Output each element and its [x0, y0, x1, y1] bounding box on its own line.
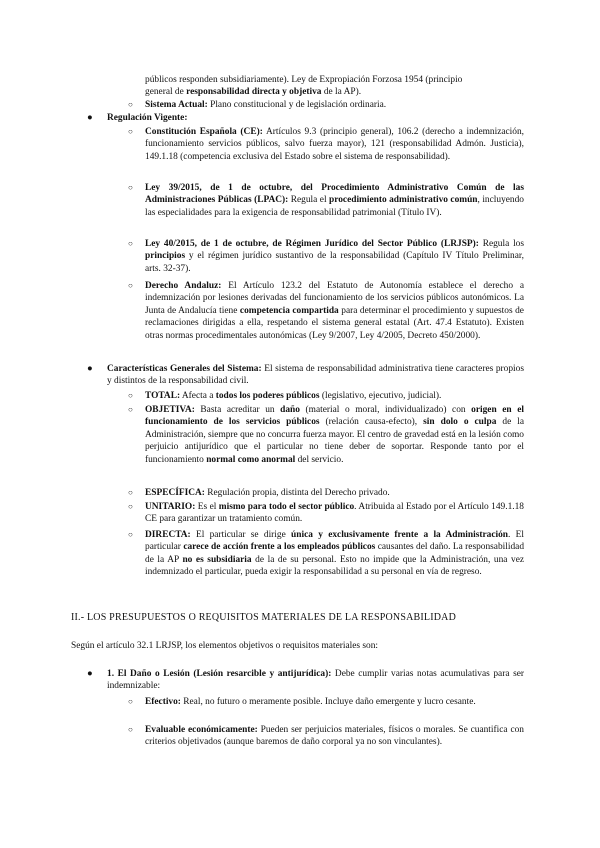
item-text: de la de su personal. Esto no impide que la Administración, una vez indemnizado el particular, pueda exigir la responsabilidad a su personal en vía de regreso.: [145, 554, 525, 578]
item-text: . Atribuida al Estado por el Artículo 149.1.18 CE para garantizar un tratamiento común.: [145, 502, 524, 525]
bold-text: UNITARIO:: [145, 502, 196, 512]
item-text: para determinar el procedimiento y supuestos de reclamaciones dirigidas a ella, respetando el sistema general estatal (Art. 47.4 Estatuto). Existen otras normas procedimentales autonómicas (Ley 9/2007, Ley 4/2005, Decreto 450/2000).: [145, 305, 524, 341]
item-text: El Artículo 123.2 del Estatuto de Autonomía establece el derecho a indemnización por lesiones derivadas del funcionamiento de los servicios públicos autonómicos. La Junta de Andalucía tiene: [145, 281, 524, 316]
item-text: Es el: [195, 502, 219, 512]
circle-bullet-icon: ○: [128, 725, 133, 734]
list-item-caracteristicas: [0, 363, 600, 388]
section-intro: [0, 640, 600, 652]
item-text: El particular se dirige: [190, 530, 292, 540]
item-text: Debe cumplir varias notas acumulativas para ser indemnizable:: [107, 669, 524, 692]
bold-text: responsabilidad directa y objetiva: [186, 87, 322, 98]
list-item-dano: [0, 668, 600, 693]
item-text: Afecta a: [180, 391, 216, 401]
bullet-icon: ●: [87, 669, 93, 679]
bold-text: sin dolo o culpa: [423, 417, 497, 428]
circle-bullet-icon: ○: [128, 530, 133, 539]
bold-text: Sistema Actual:: [145, 100, 208, 110]
bullet-icon: ●: [87, 113, 93, 123]
bold-text: única y exclusivamente frente a la Administración: [291, 530, 509, 540]
bold-text: daño: [280, 405, 300, 415]
list-item-sistema-actual: [0, 99, 600, 111]
item-text: Basta acreditar un: [194, 405, 281, 415]
item-text: causantes del daño. La responsabilidad de la AP: [145, 542, 525, 565]
list-item-lrjsp: [0, 238, 600, 275]
continuation-text: general de: [145, 87, 187, 98]
bold-text: origen en el funcionamiento de los servicios públicos: [145, 405, 524, 428]
continuation-text: públicos responden subsidiariamente). Ley de Expropiación Forzosa 1954 (principio: [145, 75, 463, 85]
bold-text: DIRECTA:: [145, 530, 191, 540]
list-item-ce: [0, 126, 600, 163]
item-text: de la Administración, siempre que no concurra fuerza mayor. El centro de gravedad está en la lesión como perjuicio antijurídico que el particular no tiene deber de soportar. Responde tanto por el funcionamiento: [145, 417, 525, 465]
item-text: Real, no futuro o meramente posible. Incluye daño emergente y lucro cesante.: [180, 697, 476, 707]
list-item-especifica: [0, 487, 600, 499]
circle-bullet-icon: ○: [128, 127, 133, 136]
list-item-evaluable: [0, 724, 600, 749]
item-text: (legislativo, ejecutivo, judicial).: [319, 391, 442, 401]
section-heading: [0, 612, 600, 624]
bold-text: Constitución Española (CE):: [145, 127, 263, 137]
continuation-text: de la AP).: [321, 87, 362, 98]
bold-text: Derecho Andaluz:: [145, 281, 222, 291]
bold-text: Evaluable económicamente:: [145, 725, 258, 735]
bold-text: OBJETIVA:: [145, 405, 195, 415]
circle-bullet-icon: ○: [128, 697, 133, 706]
list-item-derecho-andaluz: [0, 280, 600, 342]
bold-text: no es subsidiaria: [182, 554, 252, 565]
item-text: (relación causa-efecto),: [319, 417, 424, 428]
bold-text: carece de acción frente a los empleados públicos: [183, 542, 376, 553]
bold-text: mismo para todo el sector público: [218, 502, 355, 512]
circle-bullet-icon: ○: [128, 281, 133, 290]
bold-text: Ley 39/2015, de 1 de octubre, del Procedimiento Administrativo Común de las Administraciones Públicas (LPAC):: [145, 183, 524, 206]
bold-text: Efectivo:: [145, 697, 181, 707]
item-text: , incluyendo las especialidades para la exigencia de responsabilidad patrimonial (Título IV).: [145, 195, 524, 218]
bold-text: principios: [145, 251, 186, 262]
circle-bullet-icon: ○: [128, 502, 133, 511]
circle-bullet-icon: ○: [128, 183, 133, 192]
bold-text: todos los poderes públicos: [215, 391, 320, 401]
circle-bullet-icon: ○: [128, 100, 133, 109]
bold-text: Ley 40/2015, de 1 de octubre, de Régimen Jurídico del Sector Público (LRJSP):: [145, 239, 479, 249]
item-text: Pueden ser perjuicios materiales, físicos o morales. Se cuantifica con criterios objetivados (aunque baremos de daño corporal ya no son vinculantes).: [145, 725, 524, 748]
item-text: Plano constitucional y de legislación ordinaria.: [207, 100, 387, 110]
bullet-icon: ●: [87, 364, 93, 374]
bold-text: 1. El Daño o Lesión (Lesión resarcible y antijurídica):: [107, 669, 332, 679]
bold-text: TOTAL:: [145, 391, 181, 401]
list-item-efectivo: [0, 696, 600, 708]
circle-bullet-icon: ○: [128, 405, 133, 414]
heading-text: II.- LOS PRESUPUESTOS O REQUISITOS MATERIALES DE LA RESPONSABILIDAD: [71, 612, 457, 623]
bold-text: ESPECÍFICA:: [145, 488, 205, 498]
item-text: Regula los: [478, 239, 525, 249]
circle-bullet-icon: ○: [128, 239, 133, 248]
item-text: . El particular: [145, 530, 524, 553]
item-text: Artículos 9.3 (principio general), 106.2 (derecho a indemnización, funcionamiento servicios públicos, salvo fuerza mayor), 121 (responsabilidad Admón. Justicia), 149.1.18 (competencia exclusiva del Estado sobre el sistema de responsabilidad).: [145, 127, 524, 162]
bold-text: procedimiento administrativo común: [329, 195, 478, 206]
circle-bullet-icon: ○: [128, 391, 133, 400]
list-item-objetiva: [0, 404, 600, 466]
bold-text: normal como anormal: [206, 454, 296, 465]
item-text: y el régimen jurídico sustantivo de la responsabilidad (Capítulo IV Título Preliminar, arts. 32-37).: [145, 251, 524, 274]
top-continuation: [0, 74, 600, 99]
list-item-total: [0, 390, 600, 402]
intro-text: Según el artículo 32.1 LRJSP, los elementos objetivos o requisitos materiales son:: [71, 641, 378, 651]
list-item-directa: [0, 529, 600, 579]
item-text: del servicio.: [295, 454, 344, 465]
section-label: Características Generales del Sistema:: [107, 364, 262, 374]
bold-text: competencia compartida: [239, 305, 339, 316]
item-text: El sistema de responsabilidad administrativa tiene caracteres propios y distintos de la responsabilidad civil.: [107, 364, 524, 387]
item-text: Regula el: [288, 195, 330, 206]
section-label: Regulación Vigente:: [107, 113, 188, 123]
list-item-lpac: [0, 182, 600, 219]
list-item-regulacion: [0, 112, 600, 124]
item-text: (material o moral, individualizado) con: [299, 405, 472, 415]
circle-bullet-icon: ○: [128, 488, 133, 497]
list-item-unitario: [0, 501, 600, 526]
item-text: Regulación propia, distinta del Derecho privado.: [204, 488, 390, 498]
